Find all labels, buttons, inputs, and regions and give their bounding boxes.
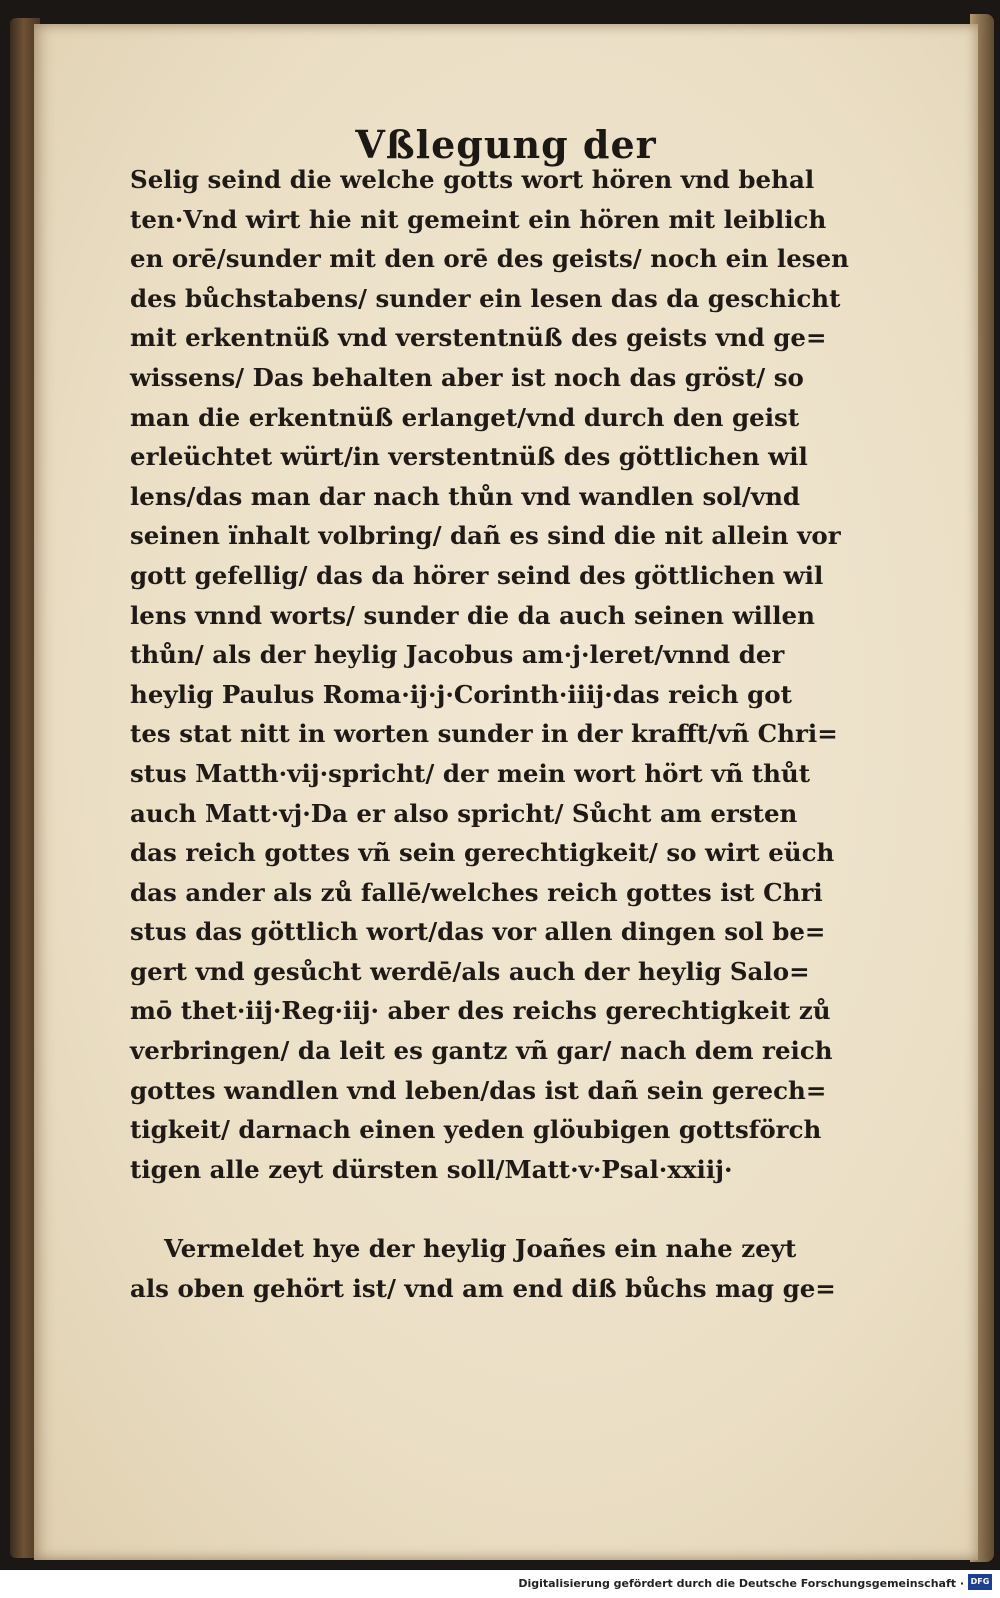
text-line: das ander als zů fallē/welches reich gottes ist Chri: [130, 877, 823, 907]
text-line: verbringen/ da leit es gantz vñ gar/ nach dem reich: [130, 1036, 833, 1066]
text-line: heylig Paulus Roma·ij·j·Corinth·iiij·das reich got: [130, 679, 792, 709]
text-line: en orē/sunder mit den orē des geists/ noch ein lesen: [130, 244, 849, 274]
text-block: [130, 160, 870, 1309]
text-line: lens vnnd worts/ sunder die da auch seinen willen: [130, 600, 815, 630]
text-line: gert vnd gesůcht werdē/als auch der heylig Salo=: [130, 956, 810, 986]
paragraph-1: [130, 160, 870, 1189]
text-line: thůn/ als der heylig Jacobus am·j·leret/vnnd der: [130, 640, 785, 670]
text-line: gottes wandlen vnd leben/das ist dañ sein gerech=: [130, 1075, 827, 1105]
text-line: stus Matth·vij·spricht/ der mein wort hört vñ thůt: [130, 758, 811, 788]
dfg-logo: DFG: [968, 1574, 992, 1590]
text-line: man die erkentnüß erlanget/vnd durch den geist: [130, 402, 800, 432]
text-line: tigkeit/ darnach einen yeden glöubigen gottsförch: [130, 1115, 822, 1145]
text-line: mō thet·iij·Reg·iij· aber des reichs gerechtigkeit zů: [130, 996, 831, 1026]
text-line: seinen ïnhalt volbring/ dañ es sind die nit allein vor: [130, 521, 841, 551]
text-line: stus das göttlich wort/das vor allen dingen sol be=: [130, 917, 826, 947]
text-line: als oben gehört ist/ vnd am end diß bůchs mag ge=: [130, 1274, 836, 1304]
text-line: Selig seind die welche gotts wort hören vnd behal: [130, 165, 815, 194]
text-line: erleüchtet würt/in verstentnüß des göttlichen wil: [130, 442, 808, 472]
paragraph-2: [130, 1229, 870, 1308]
text-line: auch Matt·vj·Da er also spricht/ Sůcht am ersten: [130, 798, 798, 828]
text-line: ten·Vnd wirt hie nit gemeint ein hören mit leiblich: [130, 204, 827, 234]
footer-credit: Digitalisierung gefördert durch die Deutsche Forschungsgemeinschaft ·: [518, 1577, 964, 1590]
text-line: lens/das man dar nach thůn vnd wandlen sol/vnd: [130, 481, 801, 511]
text-line: tes stat nitt in worten sunder in der krafft/vñ Chri=: [130, 719, 838, 749]
text-line: Vermeldet hye der heylig Joañes ein nahe zeyt: [164, 1234, 797, 1264]
text-line: des bůchstabens/ sunder ein lesen das da geschicht: [130, 283, 841, 313]
text-line: gott gefellig/ das da hörer seind des göttlichen wil: [130, 560, 824, 590]
text-line: wissens/ Das behalten aber ist noch das gröst/ so: [130, 362, 804, 392]
text-line: das reich gottes vñ sein gerechtigkeit/ so wirt eüch: [130, 838, 835, 868]
text-line: tigen alle zeyt dürsten soll/Matt·v·Psal·xxiij·: [130, 1154, 733, 1184]
paragraph-gap: [130, 1189, 870, 1229]
running-head: Vßlegung der: [355, 122, 657, 167]
text-line: mit erkentnüß vnd verstentnüß des geists vnd ge=: [130, 323, 827, 353]
